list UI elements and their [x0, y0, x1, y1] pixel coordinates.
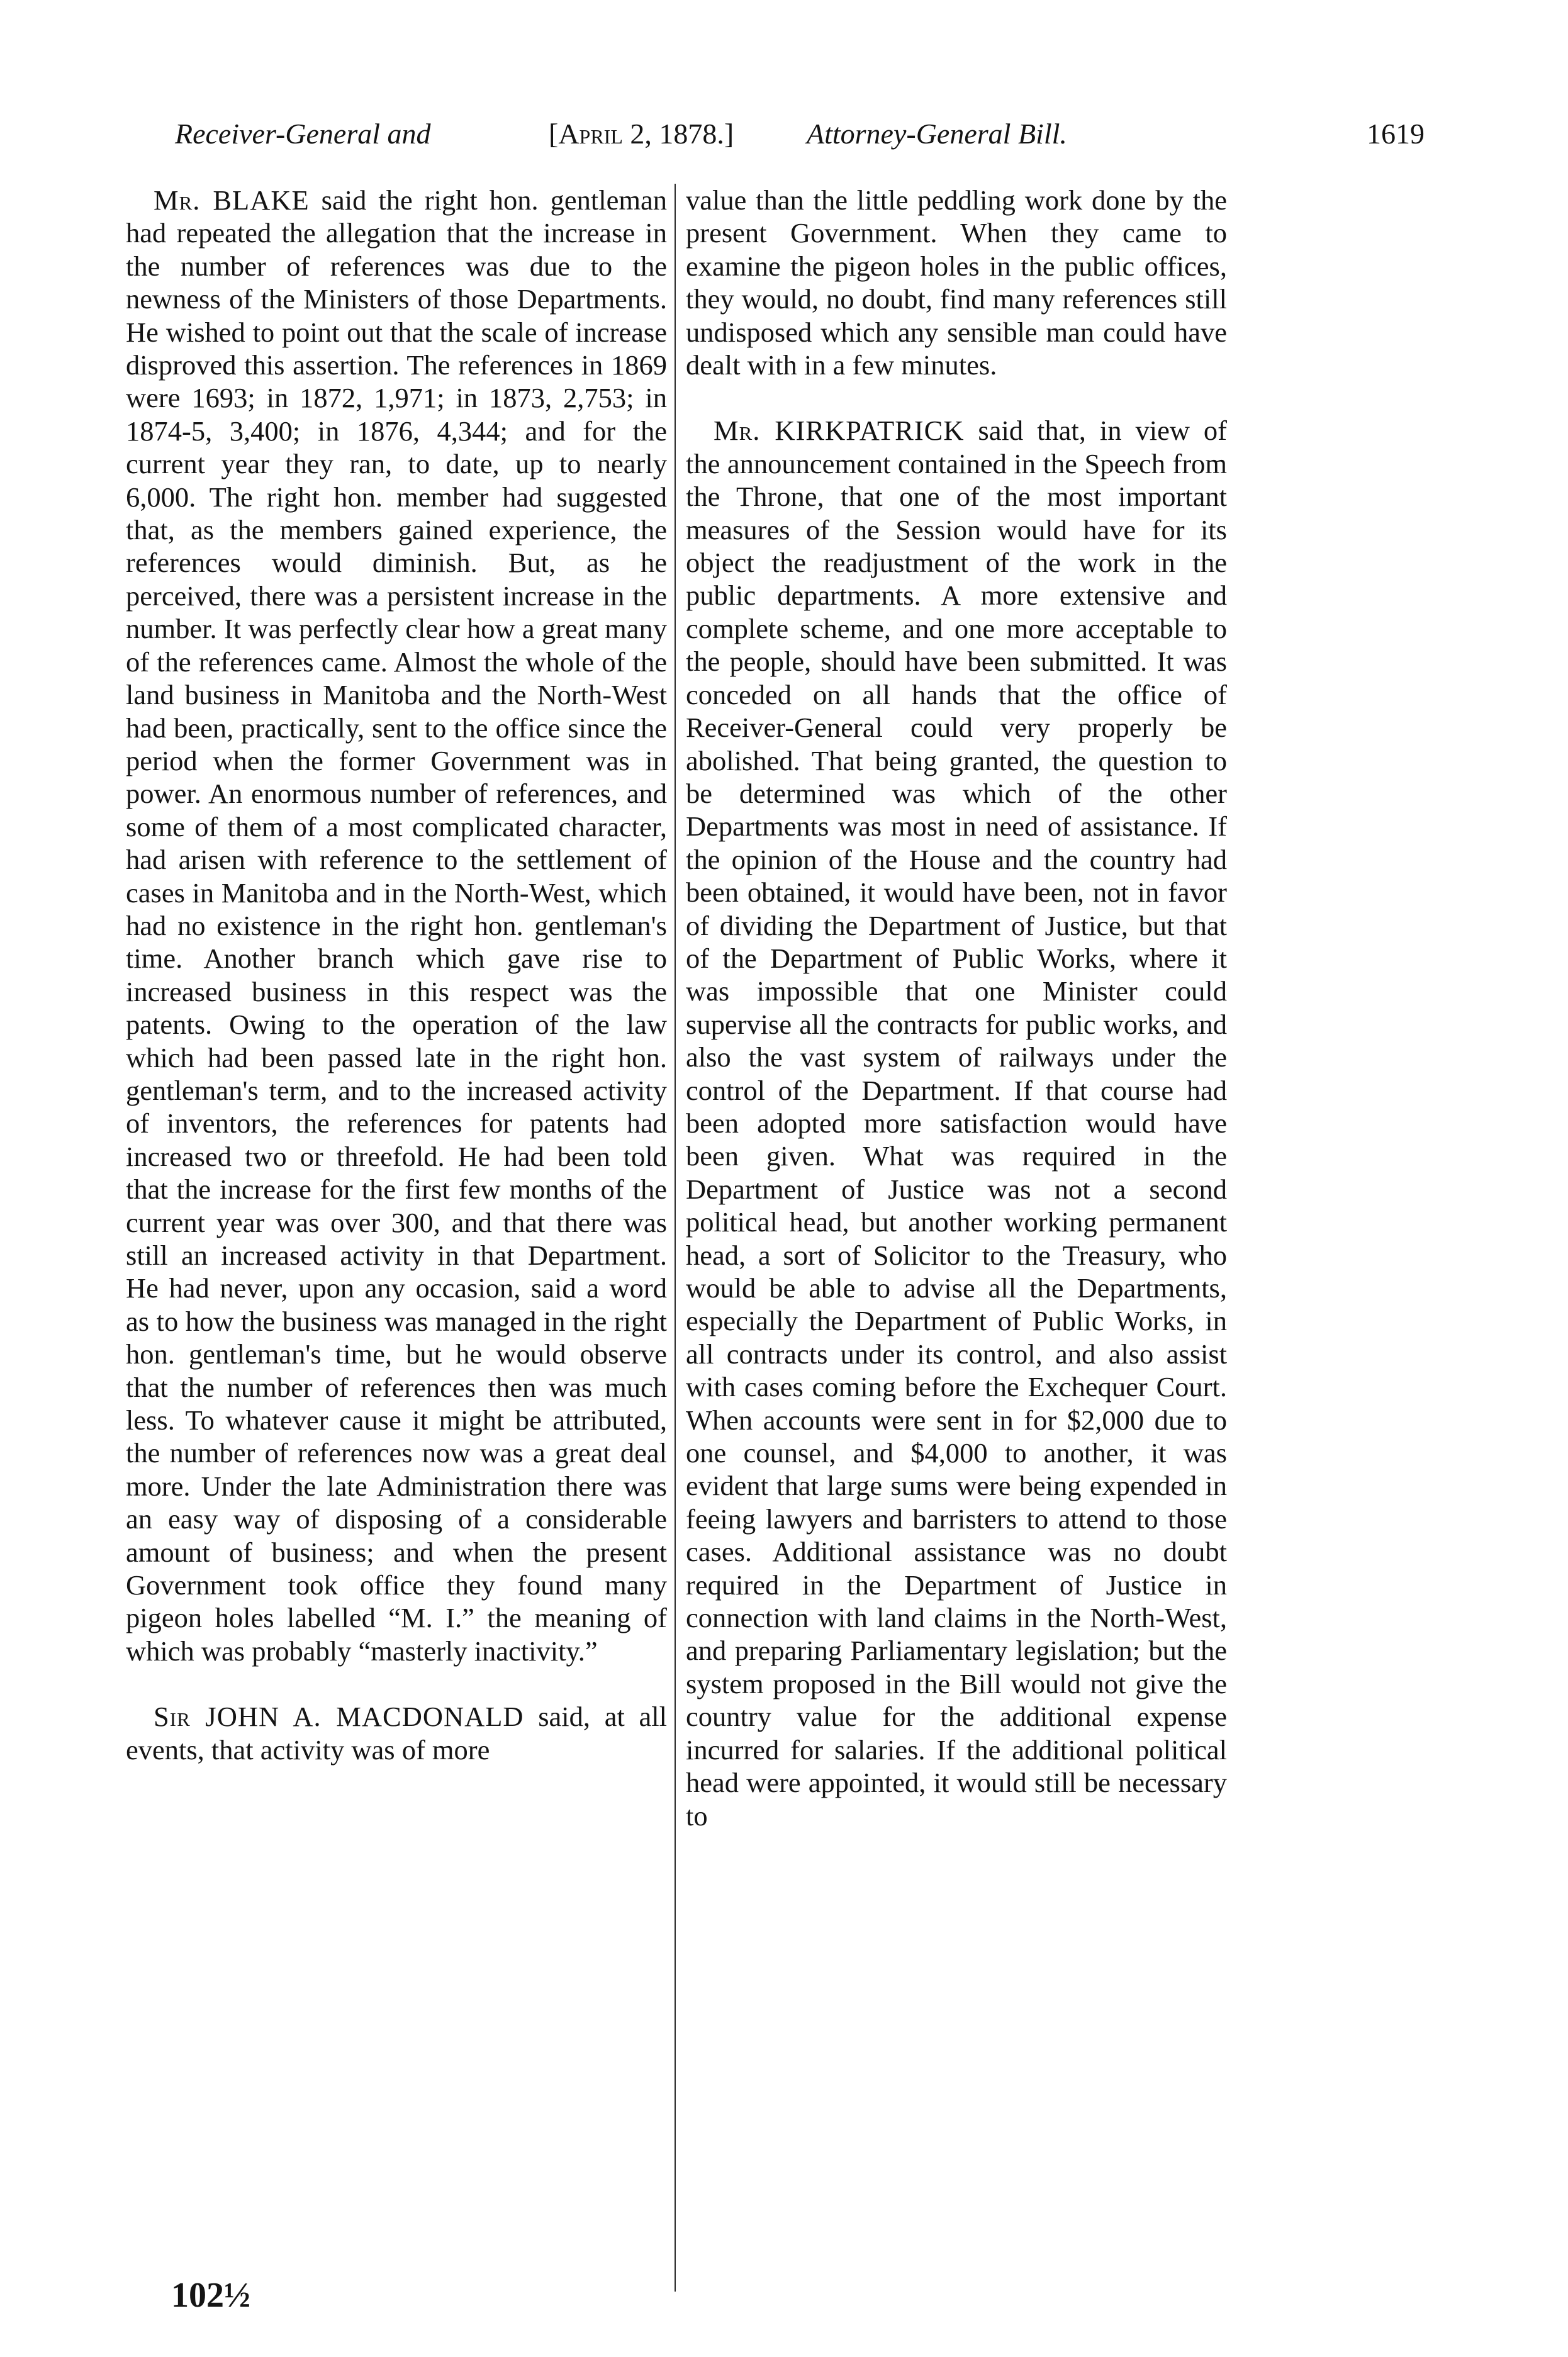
- page-number: 1619: [1367, 118, 1425, 150]
- speaker-name: Sir JOHN A. MACDONALD: [154, 1701, 524, 1733]
- speech-text: said that, in view of the announcement contained in the Speech from the Throne, that one of the most important measures of the Session would have for its object the readjustment of the work in the public departments. A more extensive and complete scheme, and one more acceptable to the people, should have been submitted. It was conceded on all hands that the office of Receiver-General could very properly be abolished. That being granted, the question to be determined was which of the other Departments was most in need of assistance. If the opinion of the House and the country had been obtained, it would have been, not in favor of dividing the Department of Justice, but that of the Department of Public Works, where it was impossible that one Minister could supervise all the contracts for public works, and also the vast system of railways under the control of the Department. If that course had been adopted more satisfaction would have been given. What was required in the Department of Justice was not a second political head, but another working permanent head, a sort of Solicitor to the Treasury, who would be able to advise all the Departments, especially the Department of Public Works, in all contracts under its control, and also assist with cases coming before the Exchequer Court. When accounts were sent in for $2,000 due to one counsel, and $4,000 to another, it was evident that large sums were being expended in feeing lawyers and barristers to attend to those cases. Additional assistance was no doubt required in the Department of Justice in connection with land claims in the North-West, and preparing Parliamentary legislation; but the system proposed in the Bill would not give the country value for the additional expense incurred for salaries. If the additional political head were appointed, it would still be necessary to: [686, 415, 1227, 1832]
- right-column: [686, 184, 1227, 1832]
- header-right-title: Attorney-General Bill.: [807, 118, 1067, 150]
- speech-blake: [126, 184, 667, 1667]
- speaker-name: Mr. KIRKPATRICK: [714, 415, 965, 447]
- column-divider: [675, 184, 676, 2292]
- signature-folio: 102½: [171, 2276, 250, 2315]
- running-header: [0, 117, 1568, 167]
- speech-text: said the right hon. gentleman had repeated the allegation that the increase in the number of references was due to the newness of the Ministers of those Departments. He wished to point out that the scale of increase disproved this assertion. The references in 1869 were 1693; in 1872, 1,971; in 1873, 2,753; in 1874-5, 3,400; in 1876, 4,344; and for the current year they ran, to date, up to nearly 6,000. The right hon. member had suggested that, as the members gained experience, the references would diminish. But, as he perceived, there was a persistent increase in the number. It was perfectly clear how a great many of the references came. Almost the whole of the land business in Manitoba and the North-West had been, practically, sent to the office since the period when the former Government was in power. An enormous number of references, and some of them of a most complicated character, had arisen with reference to the settlement of cases in Manitoba and in the North-West, which had no existence in the right hon. gentleman's time. Another branch which gave rise to increased business in this respect was the patents. Owing to the operation of the law which had been passed late in the right hon. gentleman's term, and to the increased activity of inventors, the references for patents had increased two or threefold. He had been told that the increase for the first few months of the current year was over 300, and that there was still an increased activity in that Department. He had never, upon any occasion, said a word as to how the business was managed in the right hon. gentleman's time, but he would observe that the number of references then was much less. To whatever cause it might be attributed, the number of references now was a great deal more. Under the late Administration there was an easy way of disposing of a considerable amount of business; and when the present Government took office they found many pigeon holes labelled “M. I.” the meaning of which was probably “masterly inactivity.”: [126, 184, 667, 1667]
- left-column: [126, 184, 667, 1766]
- speech-macdonald: [126, 1700, 667, 1766]
- header-left-title: Receiver-General and: [175, 118, 431, 150]
- speech-kirkpatrick: [686, 414, 1227, 1832]
- speech-text: said, at all events, that activity was of more: [126, 1701, 667, 1766]
- header-date: [April 2, 1878.]: [549, 118, 734, 150]
- speech-text: value than the little peddling work done by the present Government. When they came to examine the pigeon holes in the public offices, they would, no doubt, find many references still undisposed which any sensible man could have dealt with in a few minutes.: [686, 184, 1227, 381]
- speaker-name: Mr. BLAKE: [154, 184, 310, 216]
- speech-continuation: [686, 184, 1227, 381]
